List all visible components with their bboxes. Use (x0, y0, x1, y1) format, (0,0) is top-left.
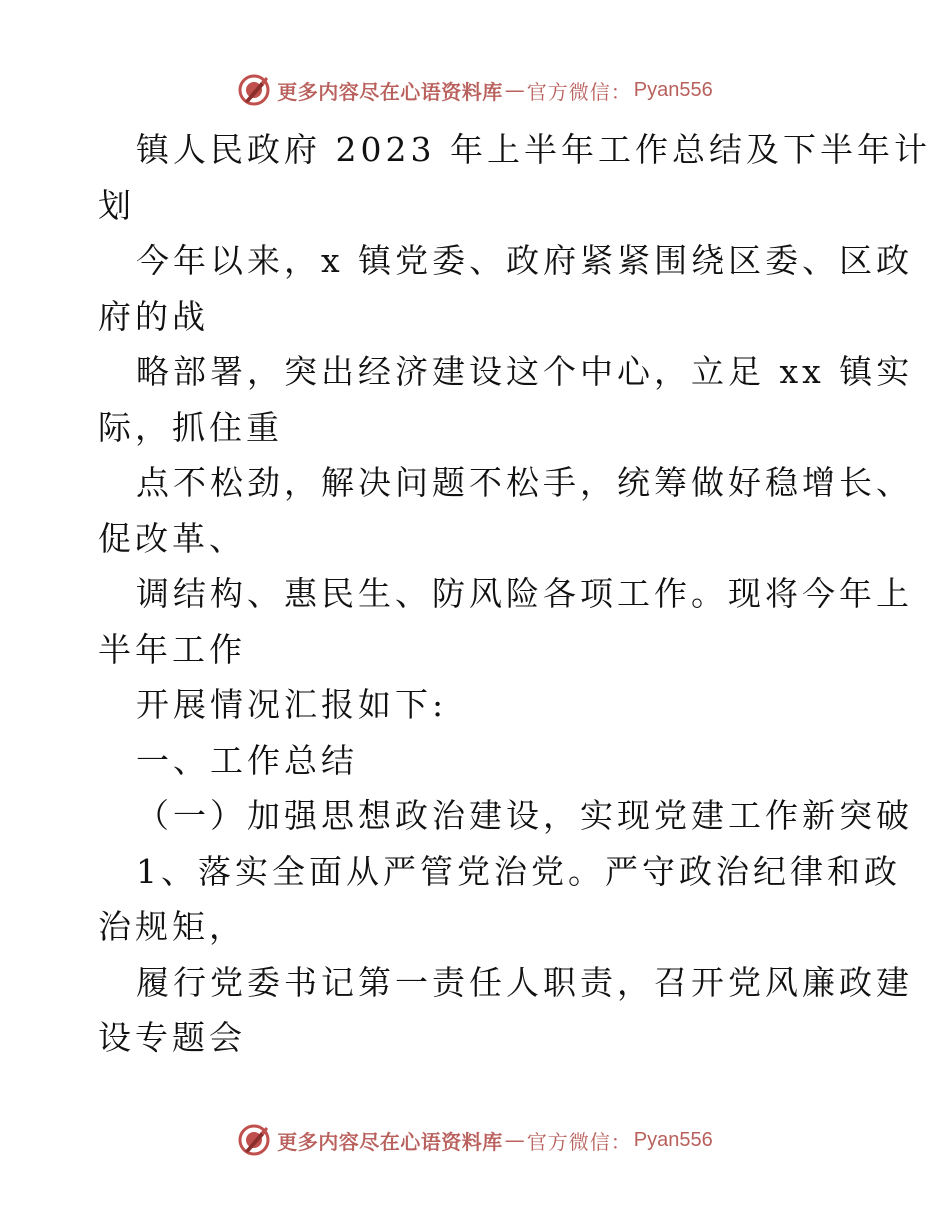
watermark-subtitle: 官方微信： (526, 1129, 632, 1154)
pen-logo-icon (237, 1123, 271, 1157)
text-line: 今年以来，x 镇党委、政府紧紧围绕区委、区政 (136, 241, 914, 280)
watermark-separator: — (504, 78, 525, 102)
watermark-title: 更多内容尽在心语资料库 (277, 1129, 503, 1154)
text-line: 履行党委书记第一责任人职责，召开党风廉政建 (136, 962, 913, 1002)
text-line: 镇人民政府 2023 年上半年工作总结及下半年计 (136, 130, 931, 169)
text-line: 1、落实全面从严管党治党。严守政治纪律和政 (136, 851, 901, 891)
watermark-banner-top (0, 70, 950, 110)
watermark-banner-bottom (0, 1120, 950, 1160)
text-line: 促改革、 (98, 518, 246, 558)
text-line: 一、工作总结 (136, 740, 358, 780)
text-line: 开展情况汇报如下: (136, 685, 448, 724)
text-line: 治规矩， (98, 907, 246, 946)
pen-logo-icon (237, 73, 271, 107)
text-line: 际，抓住重 (98, 407, 283, 447)
text-line: 设专题会 (98, 1018, 246, 1057)
text-line: （一）加强思想政治建设，实现党建工作新突破 (136, 796, 913, 835)
text-line: 点不松劲，解决问题不松手，统筹做好稳增长、 (136, 463, 913, 502)
text-line: 划 (98, 185, 135, 225)
document-body (98, 122, 931, 1066)
watermark-subtitle: 官方微信： (526, 79, 632, 104)
text-line: 半年工作 (98, 629, 246, 669)
text-line: 府的战 (98, 296, 209, 336)
watermark-wechat: Pyan556 (633, 1128, 713, 1151)
watermark-wechat: Pyan556 (633, 78, 713, 101)
watermark-title: 更多内容尽在心语资料库 (277, 79, 503, 104)
text-line: 调结构、惠民生、防风险各项工作。现将今年上 (136, 574, 913, 613)
text-line: 略部署，突出经济建设这个中心，立足 xx 镇实 (136, 352, 914, 391)
watermark-separator: — (504, 1128, 525, 1152)
